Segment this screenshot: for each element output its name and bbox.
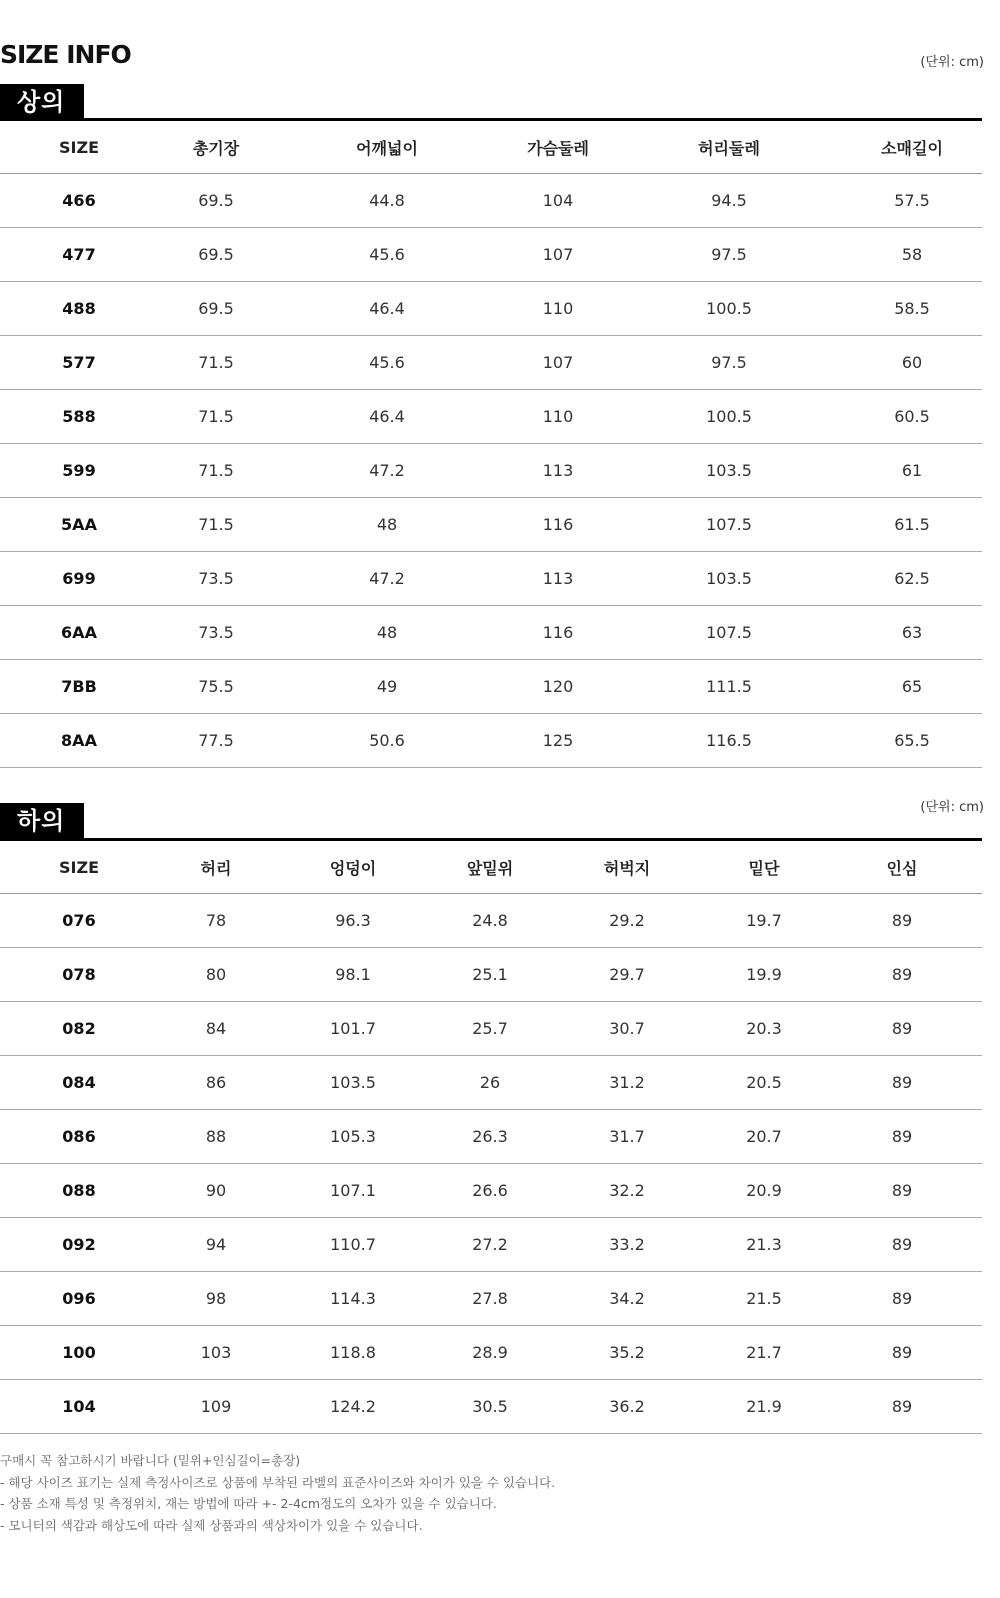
measurement-cell: 120 xyxy=(500,660,616,714)
measurement-cell: 49 xyxy=(274,660,500,714)
table-row xyxy=(0,1272,982,1326)
table-row xyxy=(0,1326,982,1380)
size-cell: 088 xyxy=(0,1164,158,1218)
size-cell: 096 xyxy=(0,1272,158,1326)
measurement-cell: 107 xyxy=(500,228,616,282)
table-row xyxy=(0,282,982,336)
measurement-cell: 30.7 xyxy=(548,1002,706,1056)
measurement-cell: 78 xyxy=(158,894,274,948)
measurement-cell: 69.5 xyxy=(158,282,274,336)
table-row xyxy=(0,948,982,1002)
measurement-cell: 98 xyxy=(158,1272,274,1326)
table-row xyxy=(0,1164,982,1218)
size-cell: 078 xyxy=(0,948,158,1002)
measurement-cell: 107.5 xyxy=(616,498,842,552)
measurement-cell: 28.9 xyxy=(432,1326,548,1380)
size-cell: 100 xyxy=(0,1326,158,1380)
measurement-cell: 89 xyxy=(822,1326,982,1380)
measurement-cell: 80 xyxy=(158,948,274,1002)
table-row xyxy=(0,1002,982,1056)
table-row xyxy=(0,1218,982,1272)
column-header: 엉덩이 xyxy=(274,840,432,894)
table-row xyxy=(0,894,982,948)
table-row xyxy=(0,336,982,390)
measurement-cell: 26 xyxy=(432,1056,548,1110)
size-cell: 488 xyxy=(0,282,158,336)
column-header: 허리둘레 xyxy=(616,120,842,174)
measurement-cell: 110 xyxy=(500,282,616,336)
measurement-cell: 107.5 xyxy=(616,606,842,660)
measurement-cell: 20.3 xyxy=(706,1002,822,1056)
measurement-cell: 26.6 xyxy=(432,1164,548,1218)
bottom-size-table xyxy=(0,838,982,1434)
measurement-cell: 27.2 xyxy=(432,1218,548,1272)
measurement-cell: 33.2 xyxy=(548,1218,706,1272)
size-cell: 477 xyxy=(0,228,158,282)
size-cell: 092 xyxy=(0,1218,158,1272)
measurement-cell: 116.5 xyxy=(616,714,842,768)
measurement-cell: 107.1 xyxy=(274,1164,432,1218)
measurement-cell: 94 xyxy=(158,1218,274,1272)
measurement-cell: 27.8 xyxy=(432,1272,548,1326)
table-row xyxy=(0,1380,982,1434)
table-row xyxy=(0,498,982,552)
measurement-cell: 107 xyxy=(500,336,616,390)
measurement-cell: 105.3 xyxy=(274,1110,432,1164)
measurement-cell: 103.5 xyxy=(616,552,842,606)
measurement-cell: 30.5 xyxy=(432,1380,548,1434)
column-header: 밑단 xyxy=(706,840,822,894)
measurement-cell: 97.5 xyxy=(616,228,842,282)
measurement-cell: 21.3 xyxy=(706,1218,822,1272)
measurement-cell: 89 xyxy=(822,1110,982,1164)
measurement-cell: 125 xyxy=(500,714,616,768)
measurement-cell: 104 xyxy=(500,174,616,228)
measurement-cell: 110 xyxy=(500,390,616,444)
section-label-bottom: 하의 xyxy=(0,803,84,839)
measurement-cell: 20.9 xyxy=(706,1164,822,1218)
size-cell: 086 xyxy=(0,1110,158,1164)
measurement-cell: 26.3 xyxy=(432,1110,548,1164)
measurement-cell: 89 xyxy=(822,1164,982,1218)
measurement-cell: 65 xyxy=(842,660,982,714)
table-row xyxy=(0,390,982,444)
size-cell: 076 xyxy=(0,894,158,948)
measurement-cell: 94.5 xyxy=(616,174,842,228)
measurement-cell: 21.5 xyxy=(706,1272,822,1326)
top-size-table xyxy=(0,118,982,768)
measurement-cell: 114.3 xyxy=(274,1272,432,1326)
measurement-cell: 116 xyxy=(500,606,616,660)
measurement-cell: 118.8 xyxy=(274,1326,432,1380)
measurement-cell: 69.5 xyxy=(158,228,274,282)
measurement-cell: 60.5 xyxy=(842,390,982,444)
table-row xyxy=(0,228,982,282)
measurement-cell: 63 xyxy=(842,606,982,660)
column-header: 허리 xyxy=(158,840,274,894)
column-header: SIZE xyxy=(0,120,158,174)
measurement-cell: 100.5 xyxy=(616,390,842,444)
measurement-cell: 20.7 xyxy=(706,1110,822,1164)
measurement-cell: 73.5 xyxy=(158,606,274,660)
measurement-cell: 46.4 xyxy=(274,390,500,444)
measurement-cell: 89 xyxy=(822,1380,982,1434)
measurement-cell: 84 xyxy=(158,1002,274,1056)
measurement-cell: 109 xyxy=(158,1380,274,1434)
size-cell: 599 xyxy=(0,444,158,498)
measurement-cell: 21.9 xyxy=(706,1380,822,1434)
measurement-cell: 113 xyxy=(500,444,616,498)
measurement-cell: 124.2 xyxy=(274,1380,432,1434)
purchase-notes xyxy=(0,1450,555,1536)
measurement-cell: 46.4 xyxy=(274,282,500,336)
size-cell: 5AA xyxy=(0,498,158,552)
measurement-cell: 29.7 xyxy=(548,948,706,1002)
measurement-cell: 89 xyxy=(822,1272,982,1326)
table-header-row xyxy=(0,840,982,894)
unit-label-top: (단위: cm) xyxy=(920,55,984,70)
size-cell: 588 xyxy=(0,390,158,444)
measurement-cell: 21.7 xyxy=(706,1326,822,1380)
measurement-cell: 90 xyxy=(158,1164,274,1218)
column-header: 인심 xyxy=(822,840,982,894)
measurement-cell: 71.5 xyxy=(158,498,274,552)
size-cell: 8AA xyxy=(0,714,158,768)
measurement-cell: 96.3 xyxy=(274,894,432,948)
measurement-cell: 88 xyxy=(158,1110,274,1164)
measurement-cell: 31.2 xyxy=(548,1056,706,1110)
measurement-cell: 71.5 xyxy=(158,390,274,444)
measurement-cell: 45.6 xyxy=(274,336,500,390)
table-row xyxy=(0,660,982,714)
measurement-cell: 20.5 xyxy=(706,1056,822,1110)
table-row xyxy=(0,552,982,606)
measurement-cell: 86 xyxy=(158,1056,274,1110)
measurement-cell: 48 xyxy=(274,498,500,552)
measurement-cell: 103 xyxy=(158,1326,274,1380)
size-cell: 699 xyxy=(0,552,158,606)
measurement-cell: 19.7 xyxy=(706,894,822,948)
column-header: 소매길이 xyxy=(842,120,982,174)
column-header: 어깨넓이 xyxy=(274,120,500,174)
column-header: SIZE xyxy=(0,840,158,894)
measurement-cell: 103.5 xyxy=(616,444,842,498)
measurement-cell: 47.2 xyxy=(274,552,500,606)
unit-label-bottom: (단위: cm) xyxy=(920,800,984,815)
measurement-cell: 29.2 xyxy=(548,894,706,948)
measurement-cell: 31.7 xyxy=(548,1110,706,1164)
measurement-cell: 34.2 xyxy=(548,1272,706,1326)
note-line: - 모니터의 색감과 해상도에 따라 실제 상품과의 색상차이가 있을 수 있습니다. xyxy=(0,1517,423,1533)
measurement-cell: 62.5 xyxy=(842,552,982,606)
measurement-cell: 89 xyxy=(822,948,982,1002)
size-cell: 577 xyxy=(0,336,158,390)
measurement-cell: 89 xyxy=(822,894,982,948)
note-line: - 상품 소재 특성 및 측정위치, 재는 방법에 따라 +- 2-4cm정도의 오차가 있을 수 있습니다. xyxy=(0,1496,497,1511)
column-header: 가슴둘레 xyxy=(500,120,616,174)
measurement-cell: 116 xyxy=(500,498,616,552)
size-cell: 6AA xyxy=(0,606,158,660)
table-row xyxy=(0,1056,982,1110)
note-line: - 해당 사이즈 표기는 실제 측정사이즈로 상품에 부착된 라벨의 표준사이즈와 차이가 있을 수 있습니다. xyxy=(0,1474,556,1490)
measurement-cell: 100.5 xyxy=(616,282,842,336)
column-header: 총기장 xyxy=(158,120,274,174)
measurement-cell: 98.1 xyxy=(274,948,432,1002)
measurement-cell: 69.5 xyxy=(158,174,274,228)
measurement-cell: 58.5 xyxy=(842,282,982,336)
measurement-cell: 89 xyxy=(822,1056,982,1110)
measurement-cell: 48 xyxy=(274,606,500,660)
measurement-cell: 25.1 xyxy=(432,948,548,1002)
measurement-cell: 50.6 xyxy=(274,714,500,768)
measurement-cell: 35.2 xyxy=(548,1326,706,1380)
measurement-cell: 19.9 xyxy=(706,948,822,1002)
measurement-cell: 57.5 xyxy=(842,174,982,228)
measurement-cell: 32.2 xyxy=(548,1164,706,1218)
measurement-cell: 44.8 xyxy=(274,174,500,228)
size-cell: 466 xyxy=(0,174,158,228)
measurement-cell: 89 xyxy=(822,1002,982,1056)
measurement-cell: 25.7 xyxy=(432,1002,548,1056)
table-row xyxy=(0,714,982,768)
measurement-cell: 71.5 xyxy=(158,336,274,390)
table-row xyxy=(0,444,982,498)
measurement-cell: 101.7 xyxy=(274,1002,432,1056)
page-title: SIZE INFO xyxy=(0,40,131,69)
note-line: 구매시 꼭 참고하시기 바랍니다 (밑위+인심길이=총장) xyxy=(0,1453,301,1468)
measurement-cell: 110.7 xyxy=(274,1218,432,1272)
size-cell: 082 xyxy=(0,1002,158,1056)
measurement-cell: 75.5 xyxy=(158,660,274,714)
size-cell: 084 xyxy=(0,1056,158,1110)
section-label-top: 상의 xyxy=(0,84,84,120)
measurement-cell: 61 xyxy=(842,444,982,498)
measurement-cell: 47.2 xyxy=(274,444,500,498)
measurement-cell: 89 xyxy=(822,1218,982,1272)
table-row xyxy=(0,1110,982,1164)
measurement-cell: 36.2 xyxy=(548,1380,706,1434)
measurement-cell: 61.5 xyxy=(842,498,982,552)
measurement-cell: 103.5 xyxy=(274,1056,432,1110)
measurement-cell: 60 xyxy=(842,336,982,390)
measurement-cell: 24.8 xyxy=(432,894,548,948)
measurement-cell: 58 xyxy=(842,228,982,282)
measurement-cell: 73.5 xyxy=(158,552,274,606)
measurement-cell: 77.5 xyxy=(158,714,274,768)
size-cell: 7BB xyxy=(0,660,158,714)
table-row xyxy=(0,174,982,228)
column-header: 앞밑위 xyxy=(432,840,548,894)
measurement-cell: 111.5 xyxy=(616,660,842,714)
measurement-cell: 71.5 xyxy=(158,444,274,498)
measurement-cell: 65.5 xyxy=(842,714,982,768)
size-cell: 104 xyxy=(0,1380,158,1434)
measurement-cell: 45.6 xyxy=(274,228,500,282)
table-row xyxy=(0,606,982,660)
measurement-cell: 97.5 xyxy=(616,336,842,390)
measurement-cell: 113 xyxy=(500,552,616,606)
column-header: 허벅지 xyxy=(548,840,706,894)
table-header-row xyxy=(0,120,982,174)
